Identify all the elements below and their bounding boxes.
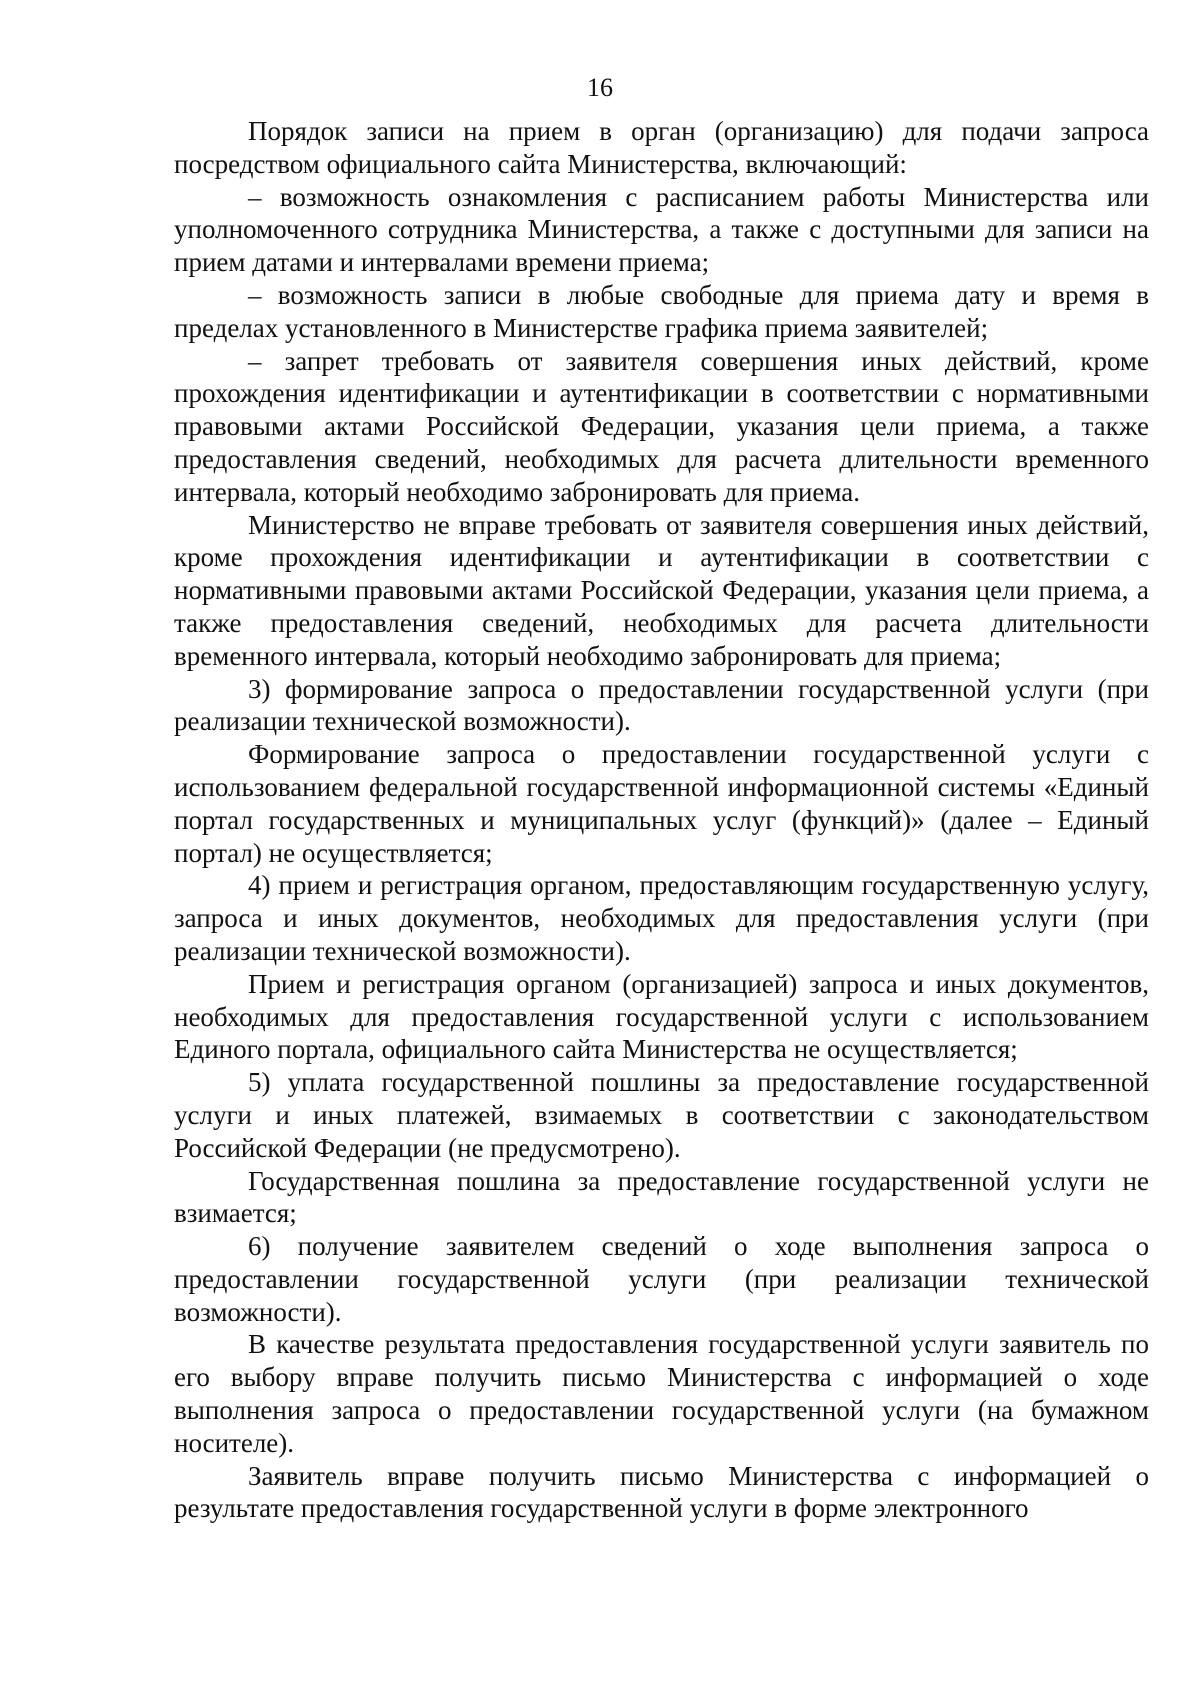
paragraph: Прием и регистрация органом (организацией) запроса и иных документов, необходимых для предоставления государственной услуги с использованием Единого портала, официального сайта Министерства не осуществляется; (174, 968, 1149, 1065)
paragraph: 3) формирование запроса о предоставлении государственной услуги (при реализации технической возможности). (174, 673, 1149, 737)
paragraph: Государственная пошлина за предоставление государственной услуги не взимается; (174, 1165, 1149, 1229)
paragraph: 6) получение заявителем сведений о ходе выполнения запроса о предоставлении государственной услуги (при реализации технической возможности). (174, 1231, 1149, 1327)
paragraph: Министерство не вправе требовать от заявителя совершения иных действий, кроме прохождения идентификации и аутентификации в соответствии с нормативными правовыми актами Российской Федерации, указания цели приема, а также предоставления сведений, необходимых для расчета длительности временного интервала, который необходимо забронировать для приема; (174, 509, 1149, 671)
paragraph: Порядок записи на прием в орган (организацию) для подачи запроса посредством официального сайта Министерства, включающий: (174, 116, 1149, 179)
document-body (174, 115, 1149, 1525)
paragraph: 4) прием и регистрация органом, предоставляющим государственную услугу, запроса и иных документов, необходимых для предоставления услуги (при реализации технической возможности). (174, 870, 1149, 966)
paragraph: 5) уплата государственной пошлины за предоставление государственной услуги и иных платежей, взимаемых в соответствии с законодательством Российской Федерации (не предусмотрено). (174, 1067, 1149, 1163)
page-number: 16 (587, 73, 613, 102)
paragraph: Формирование запроса о предоставлении государственной услуги с использованием федеральной государственной информационной системы «Единый портал государственных и муниципальных услуг (функций)» (далее – Единый портал) не осуществляется; (174, 739, 1149, 868)
paragraph: В качестве результата предоставления государственной услуги заявитель по его выбору вправе получить письмо Министерства с информацией о ходе выполнения запроса о предоставлении государственной услуги (на бумажном носителе). (174, 1329, 1149, 1458)
paragraph: – возможность ознакомления с расписанием работы Министерства или уполномоченного сотрудника Министерства, а также с доступными для записи на прием датами и интервалами времени приема; (174, 181, 1149, 278)
paragraph: – запрет требовать от заявителя совершения иных действий, кроме прохождения идентификации и аутентификации в соответствии с нормативными правовыми актами Российской Федерации, указания цели приема, а также предоставления сведений, необходимых для расчета длительности временного интервала, который необходимо забронировать для приема. (174, 345, 1149, 507)
paragraph: – возможность записи в любые свободные для приема дату и время в пределах установленного в Министерстве графика приема заявителей; (174, 279, 1149, 343)
paragraph: Заявитель вправе получить письмо Министерства с информацией о результате предоставления государственной услуги в форме электронного (174, 1460, 1149, 1524)
